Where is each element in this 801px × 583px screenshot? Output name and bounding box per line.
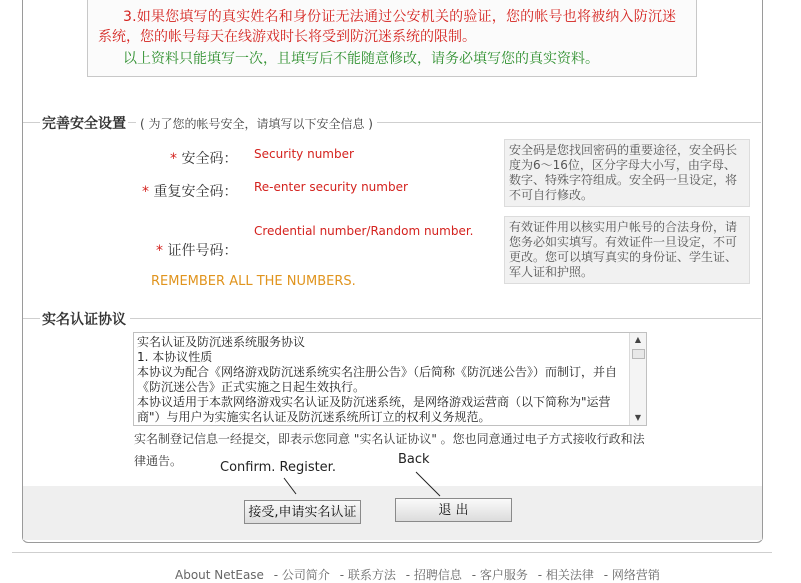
footer-link-company[interactable]: - 公司简介	[273, 568, 330, 582]
agreement-scrollbar[interactable]	[629, 333, 646, 425]
security-section-title: 完善安全设置	[40, 113, 128, 133]
footer-link-legal[interactable]: - 相关法律	[537, 568, 594, 582]
scroll-up-arrow-icon[interactable]: ▲	[634, 335, 642, 344]
required-star: *	[170, 151, 177, 167]
required-star: *	[156, 243, 163, 259]
remember-note: REMEMBER ALL THE NUMBERS.	[151, 274, 356, 289]
footer-link-marketing[interactable]: - 网络营销	[603, 568, 660, 582]
required-star: *	[142, 184, 149, 200]
id-number-input[interactable]	[252, 220, 484, 242]
security-section-subtitle: ( 为了您的帐号安全，请填写以下安全信息 )	[136, 115, 377, 132]
id-number-hint: 有效证件用以核实用户帐号的合法身份，请您务必如实填写。有效证件一旦设定，不可更改。您可以填写真实的身份证、学生证、军人证和护照。	[504, 216, 750, 284]
notice-line-2: 系统，您的帐号每天在线游戏时长将受到防沉迷系统的限制。	[98, 29, 476, 45]
back-button[interactable]: 退 出	[395, 498, 512, 522]
action-bar	[23, 486, 762, 540]
scroll-down-arrow-icon[interactable]: ▼	[634, 413, 642, 422]
confirm-annotation: Confirm. Register.	[214, 456, 342, 479]
accept-register-button[interactable]: 接受,申请实名认证	[244, 500, 361, 524]
footer-divider	[12, 552, 772, 553]
section-divider	[23, 318, 761, 319]
verification-notice	[87, 0, 697, 77]
confirm-security-code-input[interactable]	[252, 176, 484, 198]
footer-link-contact[interactable]: - 联系方法	[339, 568, 396, 582]
confirm-security-code-label: * 重复安全码：	[142, 184, 238, 200]
agreement-textbox[interactable]	[133, 332, 647, 426]
notice-line-3: 以上资料只能填写一次，且填写后不能随意修改，请务必填写您的真实资料。	[123, 51, 599, 67]
security-code-input[interactable]	[252, 143, 484, 165]
back-annotation: Back	[392, 448, 550, 471]
agreement-text: 实名认证及防沉迷系统服务协议 1. 本协议性质 本协议为配合《网络游戏防沉迷系统实名注册公告》（后简称《防沉迷公告》）而制订，并自《防沉迷公告》正式实施之日起生效执行。 本协议适用于本款网络游戏实名认证及防沉迷系统，是网络游戏运营商（以下简称为"运营商"）与用户为实施实名认证及防沉迷系统所订立的权利义务规范。	[137, 335, 618, 424]
security-code-hint: 安全码是您找回密码的重要途径，安全码长度为6～16位，区分字母大小写，由字母、数字、特殊字符组成。安全码一旦设定，将不可自行修改。	[504, 139, 750, 207]
footer-link-support[interactable]: - 客户服务	[471, 568, 528, 582]
footer-link-about[interactable]: About NetEase	[175, 568, 264, 582]
scroll-thumb[interactable]	[632, 349, 645, 359]
security-code-label: * 安全码：	[170, 151, 238, 167]
consent-text: 实名制登记信息一经提交，即表示您同意 "实名认证协议" 。您也同意通过电子方式接收行政和法律通告。	[134, 432, 645, 468]
agreement-section-title: 实名认证协议	[40, 309, 130, 329]
section-divider	[23, 122, 761, 123]
footer-link-jobs[interactable]: - 招聘信息	[405, 568, 462, 582]
id-number-label: * 证件号码：	[156, 243, 238, 259]
notice-line-1: 3.如果您填写的真实姓名和身份证无法通过公安机关的验证，您的帐号也将被纳入防沉迷	[123, 9, 677, 25]
